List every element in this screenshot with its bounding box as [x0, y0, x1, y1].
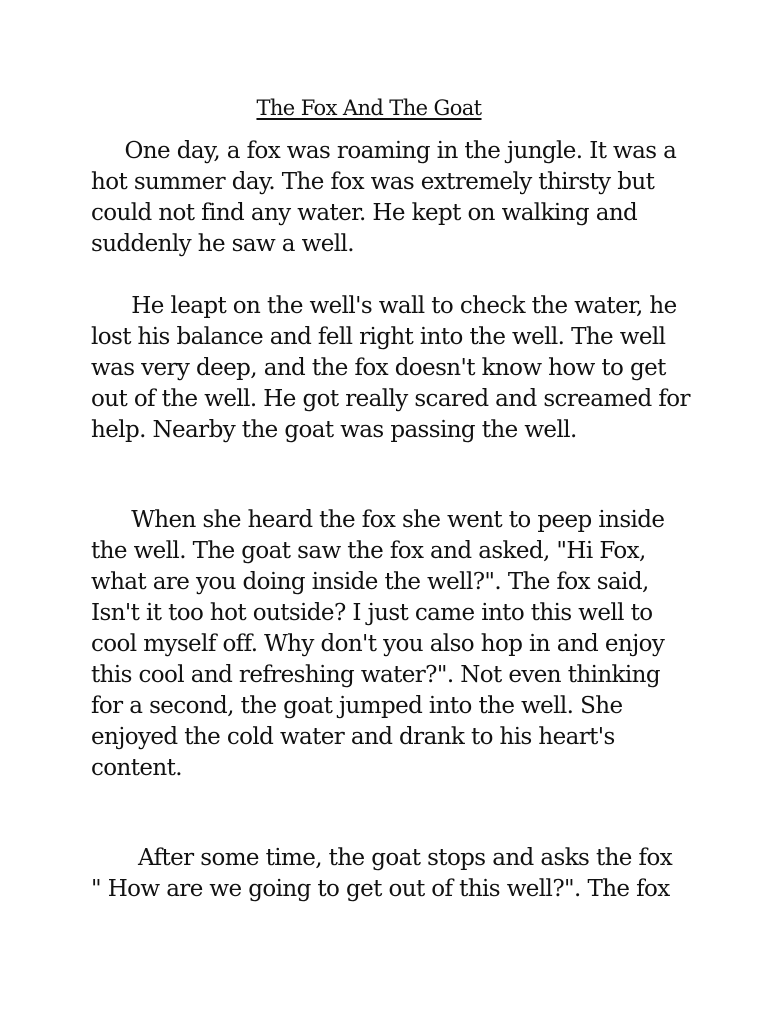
text-line: the well. The goat saw the fox and asked, "Hi Fox, — [91, 538, 646, 564]
text-line: " How are we going to get out of this well?". The fox — [91, 876, 670, 902]
text-line: enjoyed the cold water and drank to his heart's — [91, 724, 615, 750]
text-line: After some time, the goat stops and asks the fox — [91, 845, 673, 871]
paragraph-4 — [91, 843, 691, 905]
text-line: for a second, the goat jumped into the well. She — [91, 693, 623, 719]
text-line: When she heard the fox she went to peep inside — [91, 507, 665, 533]
text-line: content. — [91, 755, 182, 781]
paragraph-2 — [91, 291, 691, 446]
text-line: help. Nearby the goat was passing the well. — [91, 417, 577, 443]
text-line: He leapt on the well's wall to check the water, he — [91, 293, 677, 319]
text-line: cool myself off. Why don't you also hop in and enjoy — [91, 631, 665, 657]
text-line: could not find any water. He kept on walking and — [91, 200, 638, 226]
text-line: this cool and refreshing water?". Not even thinking — [91, 662, 660, 688]
text-line: out of the well. He got really scared and screamed for — [91, 386, 690, 412]
story-title: The Fox And The Goat — [256, 96, 482, 120]
text-line: One day, a fox was roaming in the jungle. It was a — [91, 138, 677, 164]
text-line: lost his balance and fell right into the well. The well — [91, 324, 666, 350]
text-line: Isn't it too hot outside? I just came into this well to — [91, 600, 653, 626]
text-line: was very deep, and the fox doesn't know how to get — [91, 355, 666, 381]
text-line: suddenly he saw a well. — [91, 231, 354, 257]
paragraph-3 — [91, 505, 691, 784]
text-line: hot summer day. The fox was extremely thirsty but — [91, 169, 655, 195]
paragraph-1 — [91, 136, 691, 260]
text-line: what are you doing inside the well?". The fox said, — [91, 569, 649, 595]
